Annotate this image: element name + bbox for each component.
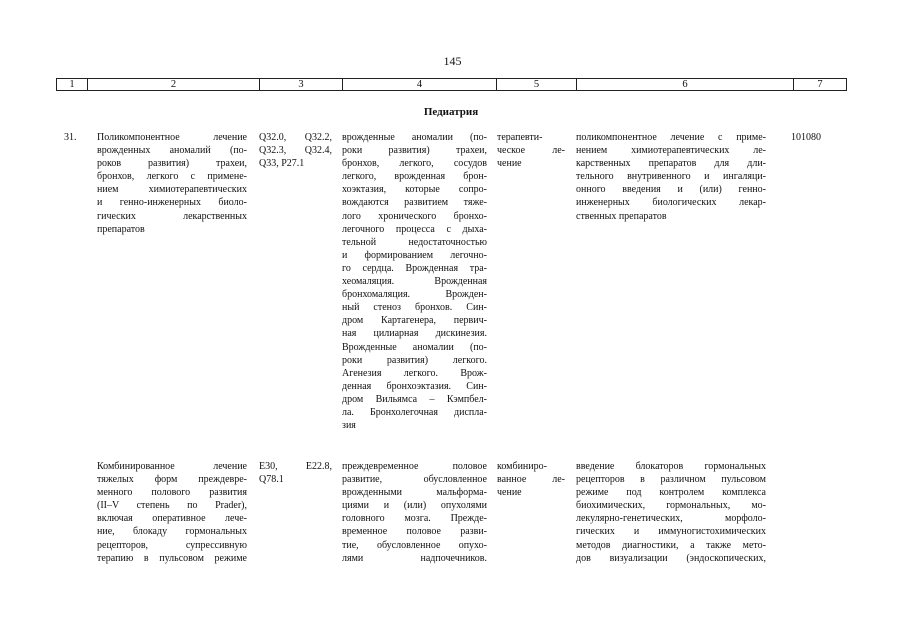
text-line: бронхомаляция. Врожден-	[342, 289, 487, 301]
text-line: циями и (или) опухолями	[342, 500, 487, 512]
text-line: хеомаляция. Врожденная	[342, 276, 487, 288]
text-line: Поликомпонентное лечение	[97, 132, 247, 143]
text-line: тельного внутривенного и ингаляци-	[576, 171, 766, 183]
text-line: Агенезия легкого. Врож-	[342, 367, 487, 379]
row-1-cost: 101080	[791, 132, 821, 143]
text-line: зия	[342, 420, 356, 432]
text-line: го сердца. Врожденная тра-	[342, 262, 487, 274]
text-line: тяжелых форм преждевре-	[97, 474, 247, 486]
text-line: E30, E22.8,	[259, 461, 332, 472]
text-line: рецепторов, супрессивную	[97, 539, 247, 551]
text-line: роки развития) легкого.	[342, 354, 487, 366]
row-1-patient-model	[342, 131, 487, 432]
text-line: лями надпочечников.	[342, 552, 487, 564]
text-line: и генно-инженерных биоло-	[97, 197, 247, 209]
text-line: роки развития) трахеи,	[342, 145, 487, 157]
text-line: ственных препаратов	[576, 210, 667, 222]
text-line: Врожденные аномалии (по-	[342, 341, 487, 353]
text-line: гических лекарственных	[97, 210, 247, 222]
text-line: рецепторов в различном пульсовом	[576, 474, 766, 486]
text-line: врожденные аномалии (по-	[342, 132, 487, 143]
text-line: роков развития) трахеи,	[97, 158, 247, 170]
text-line: дром Вильямса – Кэмпбел-	[342, 393, 487, 405]
column-number-3: 3	[260, 79, 343, 91]
row-1-treatment-type	[497, 131, 565, 170]
text-line: тельной недостаточностью	[342, 236, 487, 248]
column-number-5: 5	[497, 79, 577, 91]
text-line: комбиниро-	[497, 461, 547, 472]
row-2-icd-codes	[259, 460, 332, 486]
text-line: и формированием легочно-	[342, 249, 487, 261]
text-line: биохимических, гормональных, мо-	[576, 500, 766, 512]
text-line: легочного процесса с дыха-	[342, 223, 487, 235]
text-line: ванное ле-	[497, 474, 565, 486]
column-number-7: 7	[794, 79, 847, 91]
column-number-4: 4	[343, 79, 497, 91]
text-line: препаратов	[97, 223, 145, 235]
text-line: бронхов, легкого, сосудов	[342, 158, 487, 170]
text-line: методов диагностики, а также мето-	[576, 539, 766, 551]
text-line: лекулярно-генетических, морфоло-	[576, 513, 766, 525]
text-line: Q32.0, Q32.2,	[259, 132, 332, 143]
text-line: введение блокаторов гормональных	[576, 461, 766, 472]
text-line: временное половое разви-	[342, 526, 487, 538]
text-line: включая оперативное лече-	[97, 513, 247, 525]
text-line: легкого, врожденная брон-	[342, 171, 487, 183]
column-number-6: 6	[577, 79, 794, 91]
row-number: 31.	[64, 132, 77, 143]
text-line: чение	[497, 487, 522, 499]
row-2-treatment-method	[576, 460, 766, 565]
text-line: ческое ле-	[497, 145, 565, 157]
text-line: врожденными мальформа-	[342, 487, 487, 499]
row-1-treatment-method	[576, 131, 766, 223]
text-line: ла. Бронхолегочная диспла-	[342, 406, 487, 418]
text-line: (II–V степень по Prader),	[97, 500, 247, 512]
text-line: ная цилиарная дискинезия.	[342, 328, 487, 340]
text-line: хоэктазия, которые сопро-	[342, 184, 487, 196]
row-1-method-name	[97, 131, 247, 236]
text-line: нием химиотерапевтических	[97, 184, 247, 196]
text-line: развитие, обусловленное	[342, 474, 487, 486]
text-line: нением химиотерапевтических ле-	[576, 145, 766, 157]
text-line: дром Картагенера, первич-	[342, 315, 487, 327]
column-number-1: 1	[57, 79, 88, 91]
text-line: гических и иммуногистохимических	[576, 526, 766, 538]
text-line: карственных препаратов для дли-	[576, 158, 766, 170]
text-line: головного мозга. Прежде-	[342, 513, 487, 525]
text-line: Q32.3, Q32.4,	[259, 145, 332, 157]
text-line: Q33, P27.1	[259, 158, 305, 170]
text-line: терапевти-	[497, 132, 543, 143]
text-line: врожденных аномалий (по-	[97, 145, 247, 157]
text-line: Q78.1	[259, 474, 284, 486]
column-header-row	[56, 78, 847, 91]
page-number: 145	[443, 54, 462, 68]
column-number-2: 2	[88, 79, 260, 91]
text-line: лого хронического бронхо-	[342, 210, 487, 222]
text-line: преждевременное половое	[342, 461, 487, 472]
row-2-method-name	[97, 460, 247, 565]
text-line: чение	[497, 158, 522, 170]
text-line: ние, блокаду гормональных	[97, 526, 247, 538]
text-line: инженерных биологических лекар-	[576, 197, 766, 209]
row-2-patient-model	[342, 460, 487, 565]
text-line: менного полового развития	[97, 487, 247, 499]
text-line: тие, обусловленное опухо-	[342, 539, 487, 551]
text-line: бронхов, легкого с примене-	[97, 171, 247, 183]
text-line: терапию в пульсовом режиме	[97, 552, 247, 564]
text-line: дов визуализации (эндоскопических,	[576, 552, 766, 564]
section-title: Педиатрия	[423, 106, 479, 118]
text-line: онного введения и (или) генно-	[576, 184, 766, 196]
text-line: ный стеноз бронхов. Син-	[342, 302, 487, 314]
text-line: режиме под контролем комплекса	[576, 487, 766, 499]
row-2-treatment-type	[497, 460, 565, 499]
row-1-icd-codes	[259, 131, 332, 170]
text-line: вождаются развитием тяже-	[342, 197, 487, 209]
text-line: денная бронхоэктазия. Син-	[342, 380, 487, 392]
text-line: Комбинированное лечение	[97, 461, 247, 472]
text-line: поликомпонентное лечение с приме-	[576, 132, 766, 143]
